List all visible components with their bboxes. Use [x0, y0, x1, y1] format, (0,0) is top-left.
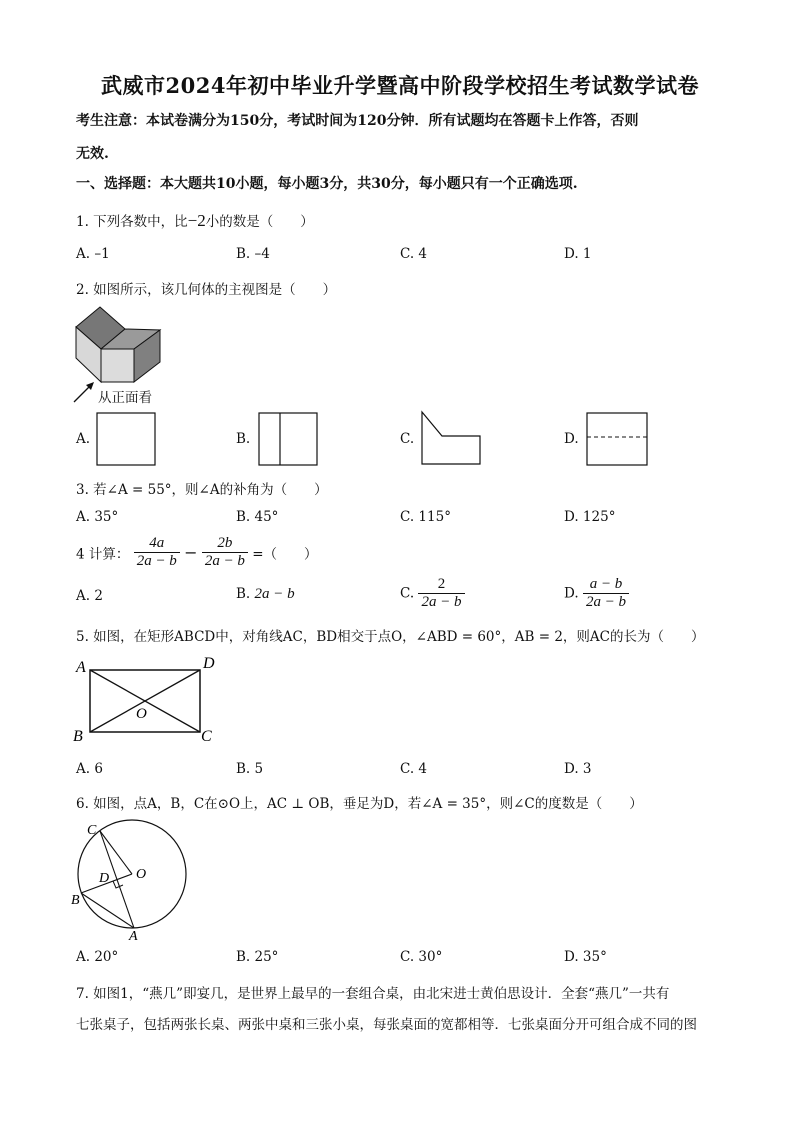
q2-option-c-label: C. [400, 431, 415, 447]
question-1 [76, 210, 314, 231]
label-c: C [201, 728, 212, 745]
q4-option-d-label: D. [564, 585, 579, 602]
q1-option-d: D. 1 [564, 246, 592, 262]
q4-option-c-label: C. [400, 585, 415, 602]
q1-option-a: A. –1 [76, 246, 110, 262]
q4-option-b-label: B. [236, 586, 251, 602]
segment-co [100, 831, 132, 874]
q2-option-c-figure [420, 410, 484, 468]
q2-option-b-label: B. [236, 431, 251, 447]
notice-line-2: 无效. [76, 146, 109, 162]
view-label: 从正面看 [98, 390, 152, 406]
circle-figure [68, 818, 193, 942]
q4-option-a: A. 2 [76, 588, 103, 604]
label-a: A [129, 929, 138, 942]
label-d: D [99, 871, 110, 886]
q4-c-numerator: 2 [418, 576, 464, 594]
question-6: 6. 如图，点A，B，C在⊙O上，AC ⊥ OB，垂足为D，若∠A = 35°，则∠C的度数是（ ） [76, 796, 643, 812]
rectangle-figure [70, 652, 230, 748]
question-7-line-1: 7. 如图1，“燕几”即宴几，是世界上最早的一套组合桌，由北宋进士黄伯思设计．全套“燕几”一共有 [76, 986, 670, 1002]
question-5: 5. 如图，在矩形ABCD中，对角线AC，BD相交于点O，∠ABD = 60°，AB = 2，则AC的长为（ ） [76, 629, 705, 645]
q1-value: −2 [187, 211, 206, 230]
q2-option-b-figure [258, 412, 320, 468]
q5-option-c: C. 4 [400, 761, 428, 777]
q4-option-b-expr: 2a − b [254, 586, 295, 602]
q1-suffix: 小的数是（ ） [205, 214, 314, 230]
q1-option-c: C. 4 [400, 246, 428, 262]
label-a: A [76, 659, 86, 676]
question-4 [76, 535, 318, 570]
q4-option-c-fraction [418, 576, 464, 611]
q6-option-d: D. 35° [564, 949, 607, 965]
label-c: C [87, 823, 97, 838]
q4-d-numerator: a − b [583, 576, 629, 594]
q4-f2-numerator: 2b [202, 535, 248, 553]
section-heading: 一、选择题：本大题共10小题，每小题3分，共30分，每小题只有一个正确选项. [76, 176, 578, 192]
q2-option-d-label: D. [564, 431, 579, 447]
q4-option-c [400, 576, 465, 611]
q5-option-a: A. 6 [76, 761, 103, 777]
q4-f1-numerator: 4a [134, 535, 180, 553]
question-2: 2. 如图所示，该几何体的主视图是（ ） [76, 282, 337, 298]
q1-option-b: B. –4 [236, 246, 270, 262]
q4-d-denominator: 2a − b [585, 594, 627, 610]
q4-option-b [236, 586, 295, 603]
q4-fraction-2 [202, 535, 248, 570]
label-d: D [203, 655, 215, 672]
q4-f1-denominator: 2a − b [136, 553, 177, 569]
q6-option-c: C. 30° [400, 949, 443, 965]
q2-option-a-label: A. [76, 431, 91, 447]
q6-option-a: A. 20° [76, 949, 119, 965]
q3-option-d: D. 125° [564, 509, 616, 525]
q4-f2-denominator: 2a − b [204, 553, 245, 569]
q3-option-b: B. 45° [236, 509, 279, 525]
label-o: O [136, 867, 147, 882]
q4-fraction-1 [134, 535, 180, 570]
notice-line-1: 考生注意：本试卷满分为150分，考试时间为120分钟．所有试题均在答题卡上作答，否则 [76, 113, 639, 129]
q2-option-a-figure [96, 412, 158, 468]
q2-option-d-figure [586, 412, 650, 468]
q3-option-a: A. 35° [76, 509, 119, 525]
q4-c-denominator: 2a − b [421, 594, 462, 610]
q5-option-b: B. 5 [236, 761, 264, 777]
question-7-line-2: 七张桌子，包括两张长桌、两张中桌和三张小桌，每张桌面的宽都相等．七张桌面分开可组合成不同的图 [76, 1017, 697, 1033]
q4-option-d-fraction [583, 576, 629, 611]
question-3: 3. 若∠A = 55°，则∠A的补角为（ ） [76, 482, 328, 498]
q4-label: 4 计算： [76, 546, 130, 563]
q1-prefix: 1. 下列各数中，比 [76, 214, 188, 230]
label-o: O [136, 706, 147, 722]
q4-minus: − [184, 543, 198, 562]
q6-option-b: B. 25° [236, 949, 279, 965]
q4-tail: =（ ） [252, 546, 318, 563]
solid-front-right [101, 349, 134, 382]
q5-option-d: D. 3 [564, 761, 592, 777]
q4-option-d [564, 576, 629, 611]
page-title: 武威市2024年初中毕业升学暨高中阶段学校招生考试数学试卷 [101, 73, 699, 98]
label-b: B [71, 893, 80, 908]
q3-option-c: C. 115° [400, 509, 451, 525]
label-b: B [73, 728, 83, 745]
